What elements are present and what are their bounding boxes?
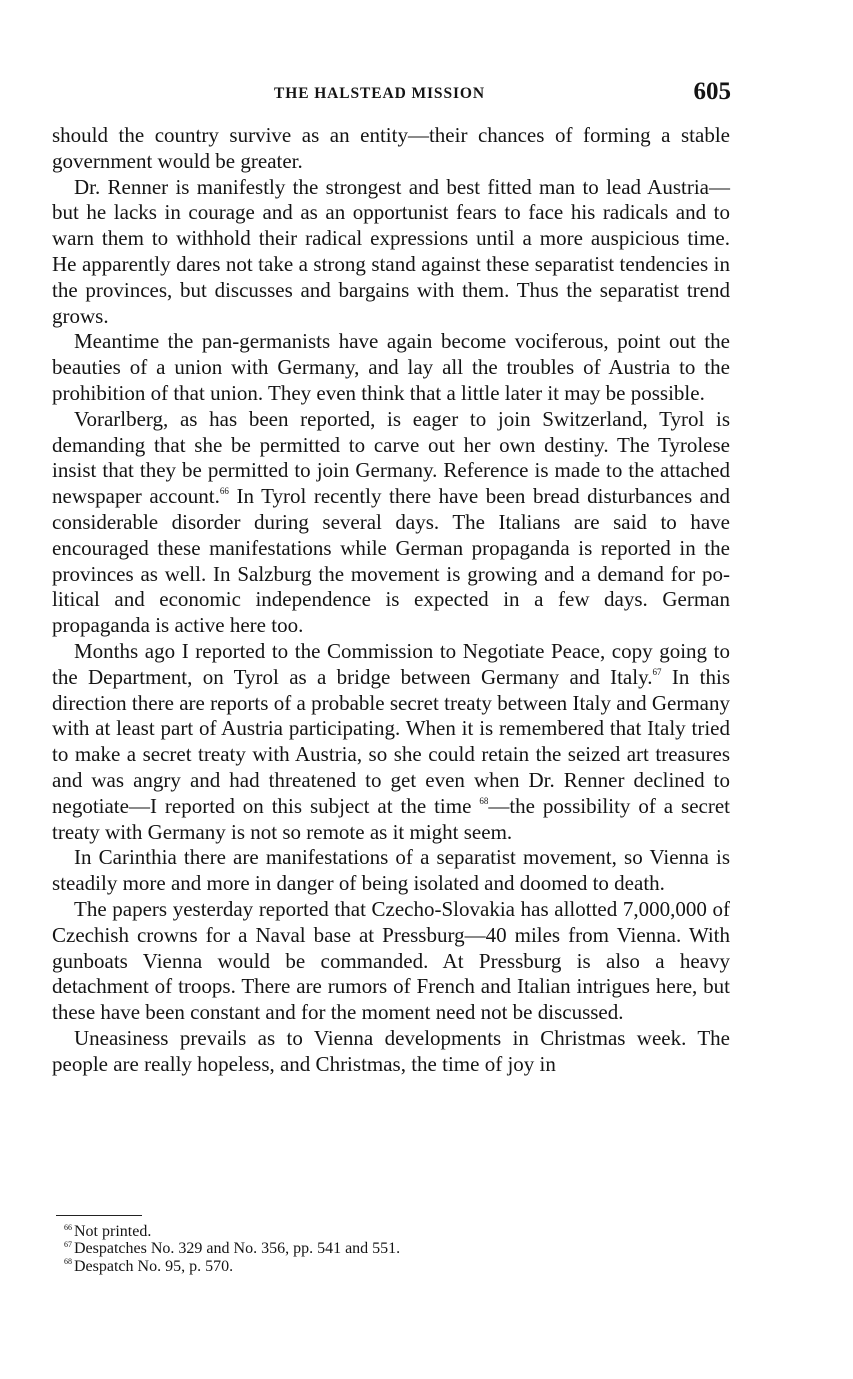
footnote-text: Not printed. bbox=[74, 1223, 152, 1240]
footnotes bbox=[64, 1223, 400, 1275]
paragraph-text: In Carinthia there are manifestations of a separatist movement, so Vienna is steadily more and more in danger of being isolated and doomed to death. bbox=[52, 845, 730, 896]
paragraph bbox=[52, 329, 730, 406]
footnote-reference: 67 bbox=[652, 666, 662, 677]
paragraph-text: should the country survive as an entity—their chances of forming a stable government would be greater. bbox=[52, 123, 730, 173]
paragraph bbox=[52, 639, 730, 845]
footnote-reference: 66 bbox=[219, 486, 229, 497]
paragraph-text: Vorarlberg, as has been reported, is eager to join Switzerland, Tyrol is demanding that she be permitted to carve out her own destiny. The Tyrolese insist that they be permitted to join Germany. Reference is made to the attached newspaper account. bbox=[52, 406, 730, 509]
paragraph-text: —the possibility of a secret treaty with Germany is not so remote as it might seem. bbox=[52, 793, 730, 844]
footnote-text: Despatch No. 95, p. 570. bbox=[74, 1257, 234, 1275]
footnote-text: Despatches No. 329 and No. 356, pp. 541 and 551. bbox=[74, 1240, 401, 1258]
paragraph-text: In Tyrol recently there have been bread disturbances and considerable disorder during several days. The Italians are said to have encouraged these manifestations while German propaganda is reported in the provinces as well. In Salzburg the movement is growing and a demand for political and economic independence is expected in a few days. German propaganda is active here too. bbox=[52, 484, 731, 638]
paragraph bbox=[52, 897, 730, 1026]
paragraph-text: Dr. Renner is manifestly the strongest and best fitted man to lead Austria—but he lacks in courage and as an opportunist fears to face his radicals and to warn them to withhold their radical expressions until a more auspicious time. He apparently dares not take a strong stand against these separatist tendencies in the provinces, but discusses and bargains with them. Thus the separatist trend grows. bbox=[52, 174, 730, 328]
footnote-marker: 67 bbox=[64, 1239, 72, 1249]
footnote bbox=[64, 1258, 400, 1275]
footnote-marker: 68 bbox=[64, 1257, 72, 1267]
footnote bbox=[64, 1240, 400, 1257]
paragraph bbox=[52, 175, 730, 330]
paragraph bbox=[52, 845, 730, 897]
paragraph-text: In this direction there are reports of a probable secret treaty between Italy and Germany with at least part of Austria participating. When it is remembered that Italy tried to make a secret treaty with Austria, so she could retain the seized art treasures and was angry and had threatened to get even when Dr. Renner declined to negotiate—I reported on this subject at the time bbox=[52, 664, 730, 818]
paragraph-text: Meantime the pan-germanists have again become vociferous, point out the beauties of a union with Germany, and lay all the troubles of Austria to the prohibition of that union. They even think that a little later it may be possible. bbox=[52, 329, 730, 405]
footnote-marker: 66 bbox=[64, 1222, 72, 1232]
running-title: THE HALSTEAD MISSION bbox=[274, 85, 485, 102]
footnote-rule bbox=[56, 1215, 142, 1216]
paragraph bbox=[52, 123, 730, 175]
body-text bbox=[52, 123, 730, 1077]
footnote-reference: 68 bbox=[479, 795, 489, 806]
footnote bbox=[64, 1223, 400, 1240]
page-header bbox=[56, 80, 731, 112]
page-number: 605 bbox=[693, 78, 731, 105]
paragraph bbox=[52, 407, 730, 639]
paragraph-text: The papers yesterday reported that Czecho-Slovakia has allotted 7,000,000 of Czechish crowns for a Naval base at Pressburg—40 miles from Vienna. With gunboats Vienna would be commanded. At Pressburg is also a heavy detachment of troops. There are rumors of French and Italian intrigues here, but these have been constant and for the moment need not be discussed. bbox=[52, 896, 730, 1025]
paragraph-text: Months ago I reported to the Commission to Negotiate Peace, copy going to the Department, on Tyrol as a bridge between Germany and Italy. bbox=[52, 638, 730, 689]
paragraph bbox=[52, 1026, 730, 1078]
paragraph-text: Uneasiness prevails as to Vienna developments in Christmas week. The people are really hopeless, and Christmas, the time of joy in bbox=[52, 1025, 730, 1076]
